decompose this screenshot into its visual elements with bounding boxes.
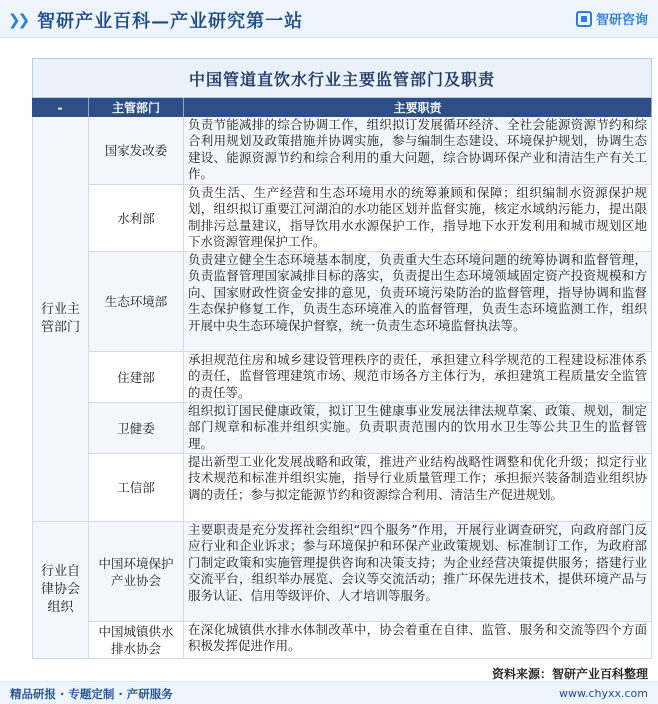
department-name: 生态环境部 xyxy=(89,252,184,351)
table-title-row xyxy=(32,58,652,98)
department-duty: 负责生活、生产经营和生态环境用水的统筹兼顾和保障；组织编制水资源保护规划，组织拟订重要江河湖泊的水功能区划并监督实施，核定水域纳污能力，提出限制排污总量建议，指导饮用水水源保护工作，指导地下水开发利用和城市规划区地下水资源管理保护工作。 xyxy=(184,185,652,251)
header-department: 主管部门 xyxy=(89,98,184,117)
group-authorities xyxy=(32,117,652,522)
header-category: - xyxy=(32,98,89,117)
banner-title: 智研产业百科—产业研究第一站 xyxy=(37,11,304,32)
department-duty: 提出新型工业化发展战略和政策，推进产业结构战略性调整和优化升级；拟定行业技术规范和标准并组织实施，指导行业质量管理工作；承担振兴装备制造业组织协调的责任；参与拟定能源节约和资源综合利用、清洁生产促进规划。 xyxy=(184,454,652,521)
group-label: 行业自律协会组织 xyxy=(32,522,89,658)
regulator-table-card xyxy=(32,58,652,659)
table-row xyxy=(89,522,652,622)
group-rows xyxy=(89,117,652,521)
source-note: 资料来源：智研产业百科整理 xyxy=(491,667,648,681)
department-duty: 主要职责是充分发挥社会组织“四个服务”作用，开展行业调查研究，向政府部门反应行业和企业诉求；参与环境保护和环保产业政策规划、标准制订工作，为政府部门制定政策和实施管理提供咨询和决策支持；为企业经营决策提供服务；搭建行业交流平台，组织举办展览、会议等交流活动；推广环保先进技术，提供环境产品与服务认证、信用等级评价、人才培训等服务。 xyxy=(184,522,652,621)
department-duty: 负责节能减排的综合协调工作，组织拟订发展循环经济、全社会能源资源节约和综合利用规划及政策措施并协调实施，参与编制生态建设、环境保护规划，协调生态建设、能源资源节约和综合利用的重大问题，综合协调环保产业和清洁生产有关工作。 xyxy=(184,117,652,184)
zhiyan-logo-icon xyxy=(576,11,592,27)
department-duty: 承担规范住房和城乡建设管理秩序的责任，承担建立科学规范的工程建设标准体系的责任，监督管理建筑市场、规范市场各方主体行为，承担建筑工程质量安全监管的责任等。 xyxy=(184,352,652,402)
footer-slogan: 精品研报 · 专题定制 · 产研服务 xyxy=(10,687,173,701)
group-label: 行业主管部门 xyxy=(32,117,89,521)
department-name: 卫健委 xyxy=(89,403,184,453)
bottom-banner xyxy=(0,681,658,704)
table-header xyxy=(32,98,652,117)
brand-logo[interactable] xyxy=(576,9,648,28)
table-row xyxy=(89,622,652,658)
group-associations xyxy=(32,522,652,659)
table-row xyxy=(89,252,652,352)
footer-website-link[interactable]: www.chyxx.com xyxy=(558,687,648,700)
department-name: 国家发改委 xyxy=(89,117,184,184)
header-duties: 主要职责 xyxy=(184,98,652,117)
department-name: 住建部 xyxy=(89,352,184,402)
table-row xyxy=(89,352,652,403)
department-name: 工信部 xyxy=(89,454,184,521)
department-duty: 在深化城镇供水排水体制改革中，协会着重在自律、监管、服务和交流等四个方面积极发挥促进作用。 xyxy=(184,622,652,658)
department-name: 中国城镇供水排水协会 xyxy=(89,622,184,658)
table-row xyxy=(89,454,652,521)
department-duty: 负责建立健全生态环境基本制度，负责重大生态环境问题的统筹协调和监督管理，负责监督管理国家减排目标的落实，负责提出生态环境领域固定资产投资规模和方向、国家财政性资金安排的意见，负责环境污染防治的监督管理，指导协调和监督生态保护修复工作，负责生态环境准入的监督管理，负责生态环境监测工作，组织开展中央生态环境保护督察，统一负责生态环境监督执法等。 xyxy=(184,252,652,351)
department-name: 水利部 xyxy=(89,185,184,251)
table-row xyxy=(89,403,652,454)
department-name: 中国环境保护产业协会 xyxy=(89,522,184,621)
double-chevron-icon: ❯❯ xyxy=(8,11,28,29)
group-rows xyxy=(89,522,652,658)
banner-left xyxy=(8,7,303,33)
brand-name: 智研咨询 xyxy=(595,13,648,28)
top-banner xyxy=(0,0,658,38)
table-row xyxy=(89,117,652,185)
table-row xyxy=(89,185,652,252)
department-duty: 组织拟订国民健康政策，拟订卫生健康事业发展法律法规草案、政策、规划，制定部门规章和标准并组织实施。负责职责范围内的饮用水卫生等公共卫生的监督管理。 xyxy=(184,403,652,453)
table-title: 中国管道直饮水行业主要监管部门及职责 xyxy=(188,69,495,89)
